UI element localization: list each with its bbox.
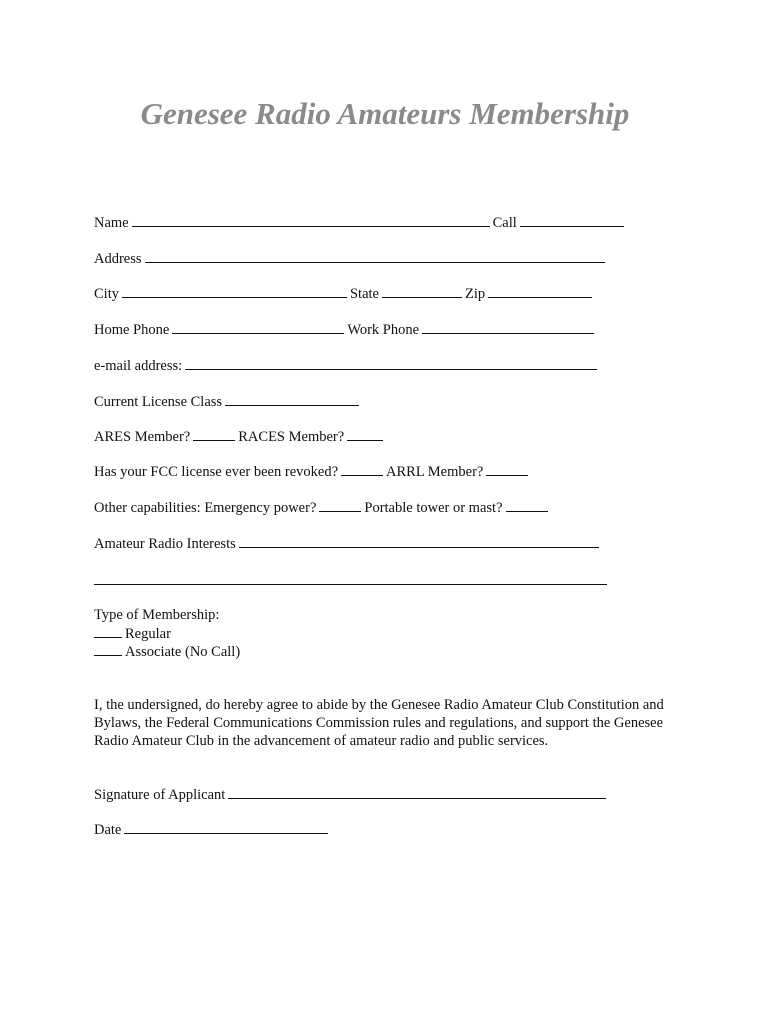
city-field[interactable] — [122, 284, 347, 298]
name-call-row — [94, 213, 627, 232]
work-phone-label: Work Phone — [347, 322, 420, 338]
date-label: Date — [94, 822, 122, 838]
form-title: Genesee Radio Amateurs Membership — [140, 96, 630, 131]
regular-checkbox-line[interactable] — [94, 624, 122, 638]
ares-races-row — [94, 427, 386, 446]
email-field[interactable] — [185, 356, 597, 370]
interests-row — [94, 534, 602, 553]
interests-extra-line[interactable] — [94, 584, 607, 585]
races-label: RACES Member? — [238, 429, 345, 445]
name-field[interactable] — [132, 213, 490, 227]
races-field[interactable] — [347, 427, 383, 441]
emergency-power-label: Other capabilities: Emergency power? — [94, 500, 317, 516]
license-class-field[interactable] — [225, 392, 359, 406]
home-phone-field[interactable] — [172, 320, 344, 334]
signature-row — [94, 785, 609, 804]
phone-row — [94, 320, 597, 339]
agreement-text: I, the undersigned, do hereby agree to abide by the Genesee Radio Amateur Club Constitution and Bylaws, the Federal Communications Commission rules and regulations, and support the Genesee Radio Amateur Club in the advancement of amateur radio and public services. — [94, 697, 664, 749]
portable-tower-label: Portable tower or mast? — [364, 500, 503, 516]
signature-label: Signature of Applicant — [94, 787, 226, 803]
date-field[interactable] — [124, 820, 328, 834]
membership-option-regular — [94, 624, 171, 643]
work-phone-field[interactable] — [422, 320, 594, 334]
signature-field[interactable] — [228, 785, 606, 799]
fcc-arrl-row — [94, 462, 531, 481]
call-label: Call — [492, 215, 517, 231]
arrl-field[interactable] — [486, 462, 528, 476]
license-class-label: Current License Class — [94, 394, 223, 410]
name-label: Name — [94, 215, 129, 231]
ares-label: ARES Member? — [94, 429, 191, 445]
fcc-revoked-field[interactable] — [341, 462, 383, 476]
ares-field[interactable] — [193, 427, 235, 441]
emergency-power-field[interactable] — [319, 498, 361, 512]
license-class-row — [94, 392, 362, 411]
fcc-revoked-label: Has your FCC license ever been revoked? — [94, 464, 339, 480]
interests-label: Amateur Radio Interests — [94, 536, 236, 552]
membership-heading: Type of Membership: — [94, 607, 220, 623]
regular-label: Regular — [125, 626, 171, 642]
capabilities-row — [94, 498, 551, 517]
address-field[interactable] — [145, 249, 605, 263]
associate-checkbox-line[interactable] — [94, 642, 122, 656]
address-row — [94, 249, 608, 268]
email-label: e-mail address: — [94, 358, 183, 374]
call-field[interactable] — [520, 213, 624, 227]
address-label: Address — [94, 251, 142, 267]
city-state-zip-row — [94, 284, 595, 303]
associate-label: Associate (No Call) — [125, 644, 241, 660]
date-row — [94, 820, 331, 839]
membership-option-associate — [94, 642, 240, 661]
city-label: City — [94, 286, 119, 302]
interests-field[interactable] — [239, 534, 599, 548]
zip-field[interactable] — [488, 284, 592, 298]
state-field[interactable] — [382, 284, 462, 298]
portable-tower-field[interactable] — [506, 498, 548, 512]
arrl-label: ARRL Member? — [386, 464, 484, 480]
email-row — [94, 356, 600, 375]
home-phone-label: Home Phone — [94, 322, 170, 338]
state-label: State — [349, 286, 379, 302]
zip-label: Zip — [464, 286, 486, 302]
